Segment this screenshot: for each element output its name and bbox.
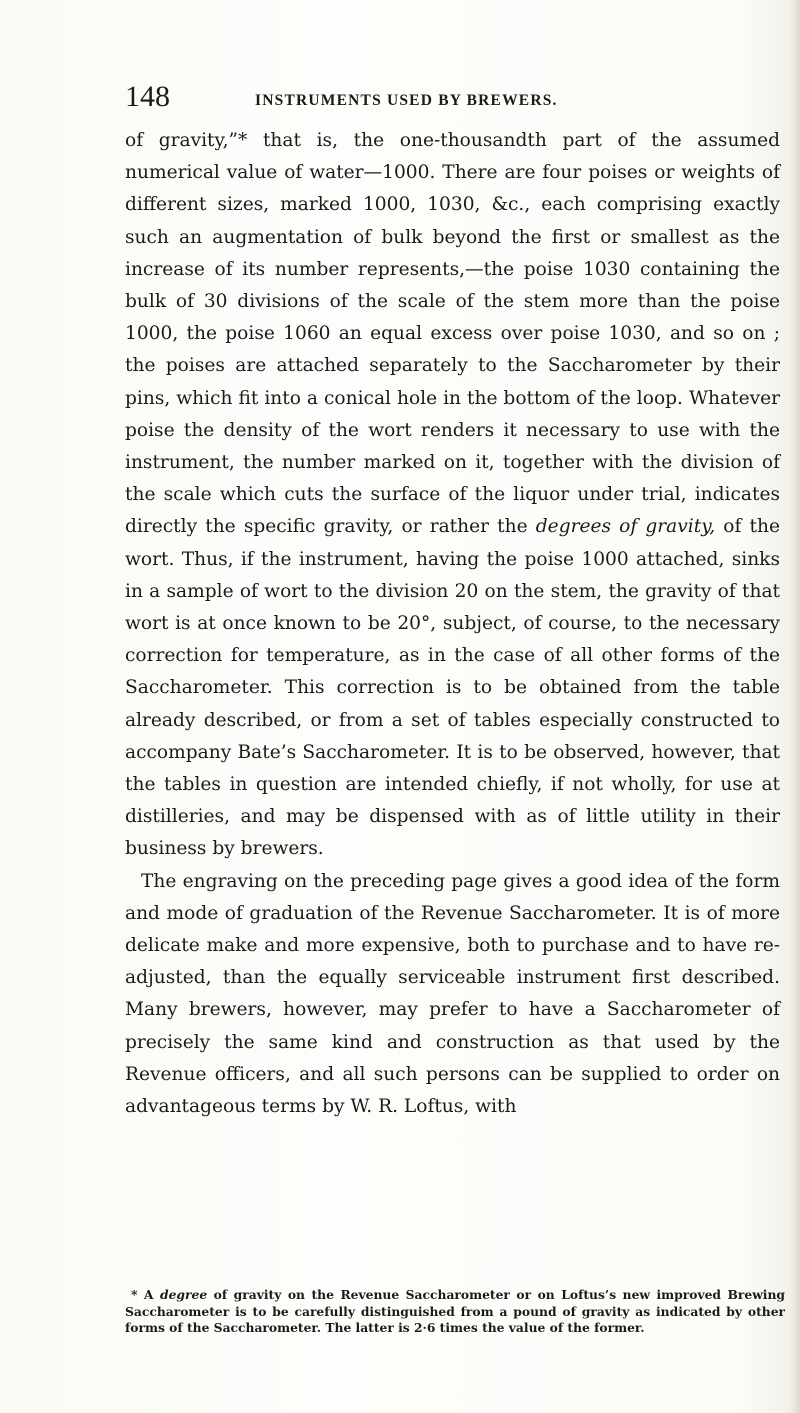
page-header (125, 80, 775, 120)
running-head: INSTRUMENTS USED BY BREWERS. (255, 92, 558, 109)
paragraph-2 (125, 866, 780, 1124)
footnote-marker: * A (131, 1287, 154, 1302)
paragraph-1-text-b: of the wort. Thus, if the instrument, having the poise 1000 attached, sinks in a sample of wort to the division 20 on the stem, the gravity of that wort is at once known to be 20°, subject, of course, to the necessary correction for temperature, as in the case of all other forms of the Saccharometer. This correction is to be obtained from the table already described, or from a set of tables especially constructed to accompany Bate’s Saccharometer. It is to be observed, however, that the tables in question are intended chiefly, if not wholly, for use at distilleries, and may be dispensed with as of little utility in their business by brewers. (125, 516, 780, 860)
paragraph-1-italic: degrees of gravity, (535, 516, 716, 538)
footnote-text: of gravity on the Revenue Saccharometer or on Loftus’s new improved Brewing Saccharometer is to be carefully distinguished from a pound of gravity as indicated by other forms of the Saccharometer. The latter is 2·6 times the value of the former. (125, 1287, 786, 1335)
body-text (125, 125, 780, 1123)
footnote (125, 1287, 785, 1337)
page-edge-shadow (790, 0, 800, 1413)
paragraph-1-text-a: of gravity,”* that is, the one-thousandth part of the assumed numerical value of water—1000. There are four poises or weights of different sizes, marked 1000, 1030, &c., each comprising exactly such an augmentation of bulk beyond the first or smallest as the increase of its number represents,—the poise 1030 containing the bulk of 30 divisions of the scale of the stem more than the poise 1000, the poise 1060 an equal excess over poise 1030, and so on ; the poises are attached separately to the Saccharometer by their pins, which fit into a conical hole in the bottom of the loop. Whatever poise the density of the wort renders it necessary to use with the instrument, the number marked on it, together with the division of the scale which cuts the surface of the liquor under trial, indicates directly the specific gravity, or rather the (125, 130, 780, 538)
paragraph-1 (125, 125, 780, 866)
paragraph-2-text: The engraving on the preceding page gives a good idea of the form and mode of graduation of the Revenue Saccharometer. It is of more delicate make and more expensive, both to purchase and to have re-adjusted, than the equally serviceable instrument first described. Many brewers, however, may prefer to have a Saccharometer of precisely the same kind and construction as that used by the Revenue officers, and all such persons can be supplied to order on advantageous terms by W. R. Loftus, with (125, 870, 780, 1118)
footnote-italic: degree (160, 1287, 208, 1302)
page-number: 148 (125, 80, 170, 113)
